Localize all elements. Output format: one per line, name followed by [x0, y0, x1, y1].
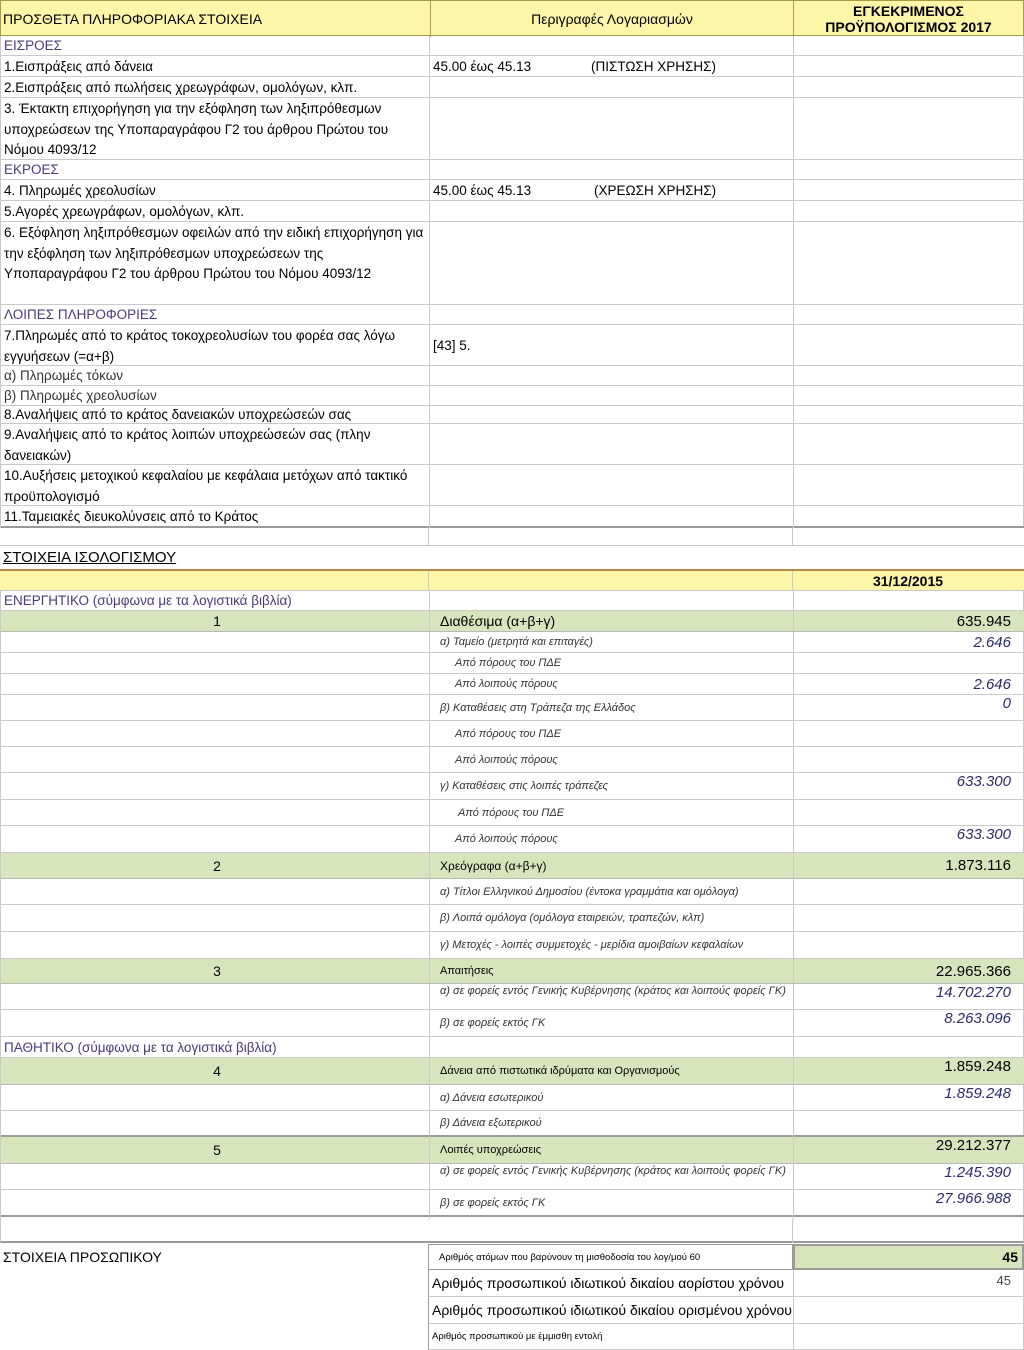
row-1c2-value: 633.300	[956, 826, 1011, 843]
group-5-row	[1, 1137, 1024, 1164]
group-2-value: 1.873.116	[945, 857, 1011, 874]
staff-row-1-value: 45	[793, 1244, 1024, 1270]
row-1a2	[1, 674, 1024, 695]
row-1b2	[1, 747, 1024, 773]
section-label-ekroes: ΕΚΡΟΕΣ	[4, 162, 59, 177]
row-1b1-label: Από πόρους του ΠΔΕ	[455, 727, 562, 740]
group-1-value: 635.945	[956, 612, 1011, 630]
group-2-number: 2	[213, 857, 221, 874]
assets-title: ΕΝΕΡΓΗΤΙΚΟ (σύμφωνα με τα λογιστικά βιβλία)	[4, 593, 292, 608]
staff-section	[0, 1244, 1024, 1350]
row-2c-label: γ) Μετοχές - λοιπές συμμετοχές - μερίδια αμοιβαίων κεφαλαίων	[440, 939, 744, 951]
row-11-label: 11.Ταμειακές διευκολύνσεις από το Κράτος	[4, 508, 259, 524]
row-4b-label: β) Δάνεια εξωτερικού	[440, 1117, 542, 1129]
row-1c1-label: Από πόρους του ΠΔΕ	[458, 806, 565, 819]
group-4-value: 1.859.248	[944, 1058, 1011, 1075]
row-1b-value: 0	[1002, 695, 1011, 712]
staff-row-2-value: 45	[793, 1270, 1024, 1297]
row-1-account	[430, 56, 794, 76]
table-header	[0, 0, 1024, 36]
group-3-label: Απαιτήσεις	[440, 965, 494, 977]
row-4a-value: 1.859.248	[944, 1085, 1011, 1102]
row-4a-label: α) Δάνεια εσωτερικού	[440, 1091, 544, 1104]
row-8	[1, 406, 1024, 424]
row-5b	[1, 1190, 1024, 1217]
group-1-row	[1, 611, 1024, 632]
row-1c-label: γ) Καταθέσεις στις λοιπές τράπεζες	[440, 780, 608, 792]
row-2-label: 2.Εισπράξεις από πωλήσεις χρεωγράφων, ομολόγων, κλπ.	[4, 79, 358, 95]
staff-row-2-label: Αριθμός προσωπικού ιδιωτικού δικαίου αορίστου χρόνου	[432, 1275, 785, 1291]
liabilities-title-row	[1, 1037, 1024, 1058]
header-col3-line2: ΠΡΟΫΠΟΛΟΓΙΣΜΟΣ 2017	[825, 19, 992, 35]
balance-date: 31/12/2015	[872, 573, 944, 589]
group-5-number: 5	[213, 1142, 221, 1158]
row-1c2-label: Από λοιπούς πόρους	[455, 833, 558, 845]
row-6-label: 6. Εξόφληση ληξιπρόθεσμων οφειλών από την ειδική επιχορήγηση για την εξόφληση των ληξιπρόθεσμων υποχρεώσεων της Υποπαραγράφου Γ2 του άρθρου Πρώτου του Νόμου 4093/12	[4, 225, 424, 282]
row-3a-value: 14.702.270	[935, 984, 1011, 1001]
row-7	[1, 325, 1024, 366]
row-7b-label: β) Πληρωμές χρεολυσίων	[4, 388, 157, 403]
row-3a-label: α) σε φορείς εντός Γενικής Κυβέρνησης (κράτος και λοιπούς φορείς ΓΚ)	[440, 985, 786, 997]
row-2	[1, 77, 1024, 98]
row-3b	[1, 1010, 1024, 1037]
group-4-row	[1, 1058, 1024, 1085]
row-1b-label: β) Καταθέσεις στη Τράπεζα της Ελλάδος	[440, 701, 636, 714]
row-4	[1, 180, 1024, 201]
info-section	[0, 36, 1024, 528]
row-1c2	[1, 826, 1024, 853]
staff-row-4-label: Αριθμός προσωπικού με έμμισθη εντολή	[432, 1331, 603, 1342]
row-5	[1, 201, 1024, 222]
staff-row-3-label: Αριθμός προσωπικού ιδιωτικού δικαίου ορισμένου χρόνου	[432, 1302, 792, 1318]
header-col-additional-info: ΠΡΟΣΘΕΤΑ ΠΛΗΡΟΦΟΡΙΑΚΑ ΣΤΟΙΧΕΙΑ	[3, 11, 263, 27]
section-label-loipes: ΛΟΙΠΕΣ ΠΛΗΡΟΦΟΡΙΕΣ	[4, 307, 158, 322]
group-4-number: 4	[213, 1063, 221, 1079]
row-2a	[1, 879, 1024, 905]
row-eisroes	[1, 36, 1024, 56]
row-1a	[1, 632, 1024, 653]
header-col3-line1: ΕΓΚΕΚΡΙΜΕΝΟΣ	[853, 3, 964, 19]
group-5-label: Λοιπές υποχρεώσεις	[440, 1144, 541, 1156]
staff-row-2	[428, 1270, 793, 1297]
row-3-label: 3. Έκτακτη επιχορήγηση για την εξόφληση των ληξιπρόθεσμων υποχρεώσεων της Υποπαραγράφου Γ2 του άρθρου Πρώτου του Νόμου 4093/12	[4, 101, 389, 158]
row-4-account	[430, 180, 794, 200]
balance-sheet-title: ΣΤΟΙΧΕΙΑ ΙΣΟΛΟΓΙΣΜΟΥ	[3, 549, 177, 566]
row-7-account: [43] 5.	[433, 337, 471, 353]
row-1b2-label: Από λοιπούς πόρους	[455, 753, 558, 766]
row-1c	[1, 773, 1024, 800]
row-5b-value: 27.966.988	[935, 1190, 1011, 1207]
row-1a1	[1, 653, 1024, 674]
row-1a-label: α) Ταμείο (μετρητά και επιταγές)	[440, 636, 593, 648]
spacer-row	[0, 528, 1024, 546]
staff-row-1-label: Αριθμός ατόμων που βαρύνουν τη μισθοδοσία του λογ/μού 60	[439, 1251, 701, 1263]
row-9	[1, 424, 1024, 465]
row-1	[1, 56, 1024, 77]
row-1-account-range: 45.00 έως 45.13	[433, 58, 532, 74]
row-7a	[1, 366, 1024, 386]
row-1b	[1, 695, 1024, 721]
row-1-label: 1.Εισπράξεις από δάνεια	[4, 58, 153, 74]
row-2b-label: β) Λοιπά ομόλογα (ομόλογα εταιρειών, τραπεζών, κλπ)	[440, 912, 705, 924]
row-2c	[1, 932, 1024, 959]
header-col-account-descriptions: Περιγραφές Λογαριασμών	[531, 11, 693, 27]
group-1-number: 1	[213, 613, 221, 629]
row-5a-label: α) σε φορείς εντός Γενικής Κυβέρνησης (κράτος και λοιπούς φορείς ΓΚ)	[440, 1165, 786, 1177]
row-4b	[1, 1111, 1024, 1137]
row-1c1	[1, 800, 1024, 826]
row-1c-value: 633.300	[956, 773, 1011, 790]
row-2a-label: α) Τίτλοι Ελληνικού Δημοσίου (έντοκα γραμμάτια και ομόλογα)	[440, 885, 739, 898]
row-11	[1, 506, 1024, 528]
row-3	[1, 98, 1024, 160]
balance-header	[0, 569, 1024, 591]
group-4-label: Δάνεια από πιστωτικά ιδρύματα και Οργανισμούς	[440, 1065, 680, 1077]
row-5-label: 5.Αγορές χρεωγράφων, ομολόγων, κλπ.	[4, 203, 245, 219]
row-7b	[1, 386, 1024, 406]
row-4-account-type: (ΧΡΕΩΣΗ ΧΡΗΣΗΣ)	[594, 182, 717, 198]
row-4-label: 4. Πληρωμές χρεολυσίων	[4, 182, 156, 198]
row-1-account-type: (ΠΙΣΤΩΣΗ ΧΡΗΣΗΣ)	[591, 58, 716, 74]
row-3a	[1, 984, 1024, 1010]
row-10-label: 10.Αυξήσεις μετοχικού κεφαλαίου με κεφάλαια μετόχων από τακτικό προϋπολογισμό	[4, 468, 408, 504]
row-3b-value: 8.263.096	[944, 1010, 1011, 1027]
balance-section	[0, 591, 1024, 1219]
row-1a1-label: Από πόρους του ΠΔΕ	[455, 657, 562, 669]
row-1b1	[1, 721, 1024, 747]
liabilities-title: ΠΑΘΗΤΙΚΟ (σύμφωνα με τα λογιστικά βιβλία)	[4, 1039, 277, 1055]
staff-row-3	[428, 1297, 793, 1324]
group-3-number: 3	[213, 963, 221, 979]
group-2-label: Χρεόγραφα (α+β+γ)	[440, 858, 547, 873]
row-1a2-label: Από λοιπούς πόρους	[455, 678, 558, 690]
row-1a2-value: 2.646	[973, 675, 1011, 693]
group-2-row	[1, 853, 1024, 879]
row-4-account-range: 45.00 έως 45.13	[433, 182, 532, 198]
row-ekroes	[1, 160, 1024, 180]
row-7-label: 7.Πληρωμές από το κράτος τοκοχρεολυσίων του φορέα σας λόγω εγγυήσεων (=α+β)	[4, 328, 396, 364]
row-5b-label: β) σε φορείς εκτός ΓΚ	[440, 1196, 546, 1209]
row-5a-value: 1.245.390	[944, 1164, 1011, 1181]
row-7a-label: α) Πληρωμές τόκων	[4, 368, 124, 383]
row-2b	[1, 905, 1024, 932]
row-4a	[1, 1085, 1024, 1111]
group-1-label: Διαθέσιμα (α+β+γ)	[440, 613, 556, 629]
assets-title-row	[1, 591, 1024, 611]
row-10	[1, 465, 1024, 506]
row-8-label: 8.Αναλήψεις από το κράτος δανειακών υποχρεώσεών σας	[4, 407, 352, 422]
staff-row-4	[428, 1324, 793, 1350]
row-9-label: 9.Αναλήψεις από το κράτος λοιπών υποχρεώσεών σας (πλην δανειακών)	[4, 427, 371, 463]
group-5-value: 29.212.377	[935, 1137, 1011, 1154]
row-1a-value: 2.646	[973, 633, 1011, 651]
row-6	[1, 222, 1024, 305]
row-3b-label: β) σε φορείς εκτός ΓΚ	[440, 1017, 546, 1029]
section-label-eisroes: ΕΙΣΡΟΕΣ	[4, 38, 62, 53]
group-3-row	[1, 959, 1024, 984]
row-5a	[1, 1164, 1024, 1190]
header-col-approved-budget	[794, 1, 1023, 37]
group-3-value: 22.965.366	[935, 962, 1011, 980]
staff-row-1	[428, 1244, 793, 1270]
row-loipes	[1, 305, 1024, 325]
staff-title: ΣΤΟΙΧΕΙΑ ΠΡΟΣΩΠΙΚΟΥ	[3, 1249, 162, 1265]
